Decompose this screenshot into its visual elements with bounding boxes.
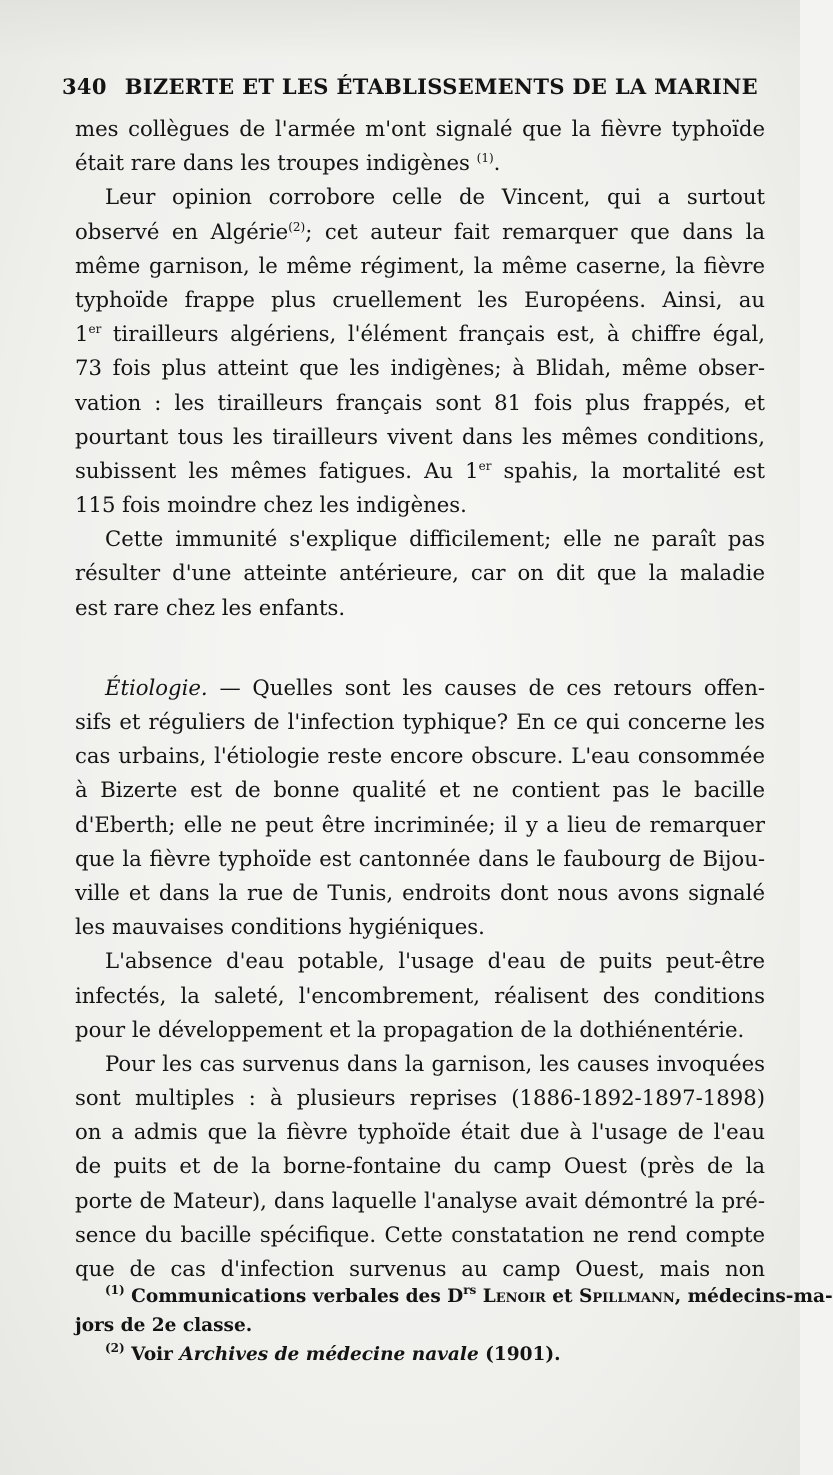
- text-line: 115 fois moindre chez les indigènes.: [75, 492, 467, 518]
- scan-edge: [0, 0, 800, 60]
- footnote-1-cont: jors de 2e classe.: [75, 1315, 253, 1336]
- text-line: Leur opinion corrobore celle de Vincent, qui a surtout: [105, 184, 765, 210]
- text-line: observé en Algérie$^{(2)}$; cet auteur fait remarquer que dans la: [75, 218, 765, 244]
- footnote-1: $^{(1)}$ Communications verbales des $D^{rs}$ Lenoir et Spillmann, médecins-ma-: [105, 1283, 833, 1307]
- text-line: que de cas d'infection survenus au camp Ouest, mais non: [75, 1256, 765, 1281]
- section-gap: [75, 625, 765, 671]
- footnote-mark: (1): [105, 1283, 125, 1297]
- footnote-ref: (2): [288, 219, 306, 234]
- footnote-ref: (1): [476, 151, 494, 166]
- text-line: même garnison, le même régiment, la même caserne, la fièvre: [75, 252, 765, 278]
- page-header: [62, 74, 762, 99]
- text-line: subissent les mêmes fatigues. Au 1er spahis, la mortalité est: [75, 457, 765, 483]
- text-line: pourtant tous les tirailleurs vivent dans les mêmes conditions,: [75, 423, 765, 449]
- footnote-2: $^{(2)}$ Voir Archives de médecine navale (1901).: [105, 1341, 561, 1365]
- text-line: d'Eberth; elle ne peut être incriminée; il y a lieu de remarquer: [75, 811, 765, 837]
- page-number: 340: [62, 74, 107, 99]
- text-line: était rare dans les troupes indigènes $^{(1)}$.: [75, 150, 501, 176]
- text-line: que la fièvre typhoïde est cantonnée dans le faubourg de Bijou-: [75, 845, 765, 871]
- text-line: infectés, la saleté, l'encombrement, réalisent des conditions: [75, 982, 765, 1008]
- text-line: Étiologie. — Quelles sont les causes de ces retours offen-: [105, 674, 765, 700]
- text-line: sifs et réguliers de l'infection typhique? En ce qui concerne les: [75, 709, 765, 734]
- text-line: de puits et de la borne-fontaine du camp Ouest (près de la: [75, 1153, 765, 1179]
- text-line: sont multiples : à plusieurs reprises (1886-1892-1897-1898): [75, 1085, 765, 1111]
- text-line: est rare chez les enfants.: [75, 594, 346, 620]
- text-line: 73 fois plus atteint que les indigènes; à Blidah, même obser-: [75, 355, 765, 381]
- text-line: typhoïde frappe plus cruellement les Européens. Ainsi, au: [75, 286, 765, 312]
- text-line: les mauvaises conditions hygiéniques.: [75, 914, 485, 940]
- text-line: Pour les cas survenus dans la garnison, les causes invoquées: [105, 1050, 765, 1076]
- section-heading: Étiologie.: [105, 674, 208, 700]
- footnote-mark: (2): [105, 1341, 125, 1355]
- text-line: cas urbains, l'étiologie reste encore obscure. L'eau consommée: [75, 743, 765, 769]
- text-line: pour le développement et la propagation de la dothiénentérie.: [75, 1016, 745, 1042]
- text-line: 1er tirailleurs algériens, l'élément français est, à chiffre égal,: [75, 321, 765, 347]
- text-line: ville et dans la rue de Tunis, endroits dont nous avons signalé: [75, 879, 765, 905]
- text-line: résulter d'une atteinte antérieure, car on dit que la maladie: [75, 560, 765, 586]
- page-body: [75, 112, 765, 1286]
- running-title: BIZERTE ET LES ÉTABLISSEMENTS DE LA MARINE: [124, 74, 758, 99]
- text-line: mes collègues de l'armée m'ont signalé que la fièvre typhoïde: [75, 116, 765, 141]
- text-line: L'absence d'eau potable, l'usage d'eau de puits peut-être: [105, 948, 765, 974]
- text-line: on a admis que la fièvre typhoïde était due à l'usage de l'eau: [75, 1119, 765, 1145]
- text-line: à Bizerte est de bonne qualité et ne contient pas le bacille: [75, 777, 765, 803]
- footnotes: [75, 1282, 833, 1369]
- text-line: Cette immunité s'explique difficilement; elle ne paraît pas: [105, 526, 765, 552]
- text-line: vation : les tirailleurs français sont 81 fois plus frappés, et: [75, 389, 765, 415]
- text-line: porte de Mateur), dans laquelle l'analyse avait démontré la pré-: [75, 1187, 765, 1213]
- text-line: sence du bacille spécifique. Cette constatation ne rend compte: [75, 1221, 765, 1247]
